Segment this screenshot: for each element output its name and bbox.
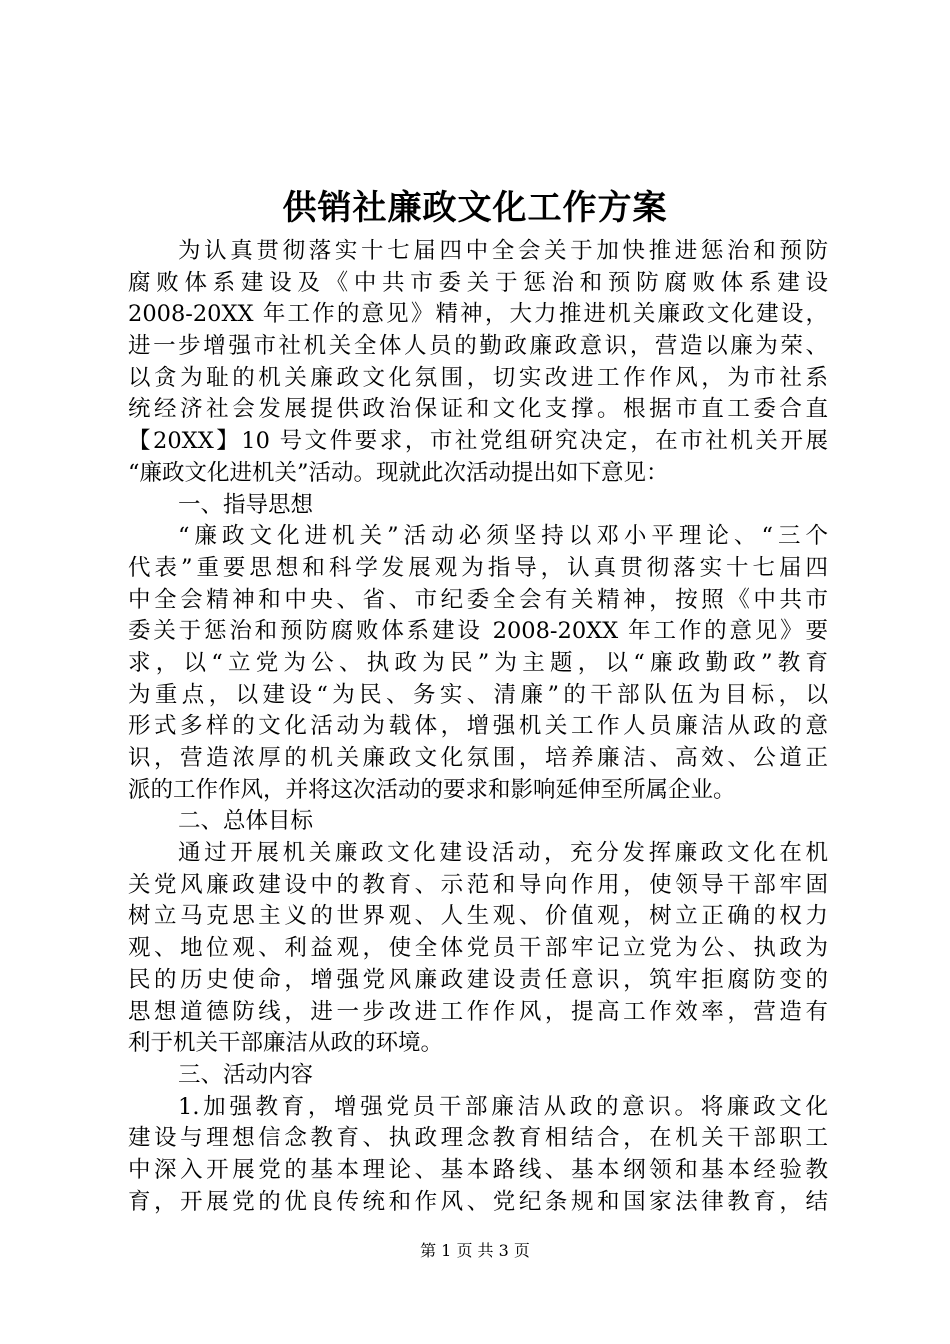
body-line: 利于机关干部廉洁从政的环境。 (128, 1030, 444, 1057)
document-title: 供销社廉政文化工作方案 (282, 188, 668, 228)
body-line: 通过开展机关廉政文化建设活动，充分发挥廉政文化在机 (178, 840, 828, 867)
body-line: 以贪为耻的机关廉政文化氛围，切实改进工作作风，为市社系 (128, 364, 828, 391)
body-line: 一、指导思想 (178, 491, 314, 518)
body-line: 思想道德防线，进一步改进工作作风，提高工作效率，营造有 (128, 998, 828, 1025)
body-line: 识，营造浓厚的机关廉政文化氛围，培养廉洁、高效、公道正 (128, 745, 828, 771)
body-line: 二、总体目标 (178, 808, 314, 835)
body-line: 中深入开展党的基本理论、基本路线、基本纲领和基本经验教 (128, 1156, 828, 1183)
body-line: 腐败体系建设及《中共市委关于惩治和预防腐败体系建设 (128, 269, 828, 296)
body-line: 【20XX】10 号文件要求，市社党组研究决定，在市社机关开展 (128, 428, 828, 455)
page-footer: 第 1 页 共 3 页 (420, 1241, 530, 1260)
document-body (128, 236, 828, 1218)
body-line: 形式多样的文化活动为载体，增强机关工作人员廉洁从政的意 (128, 713, 828, 740)
body-line: 建设与理想信念教育、执政理念教育相结合，在机关干部职工 (128, 1125, 828, 1152)
body-line: 三、活动内容 (178, 1061, 314, 1088)
body-line: 统经济社会发展提供政治保证和文化支撑。根据市直工委合直 (128, 396, 828, 423)
body-line: 中全会精神和中央、省、市纪委全会有关精神，按照《中共市 (128, 586, 828, 613)
body-line: 代表”重要思想和科学发展观为指导，认真贯彻落实十七届四 (128, 554, 828, 581)
body-line: 树立马克思主义的世界观、人生观、价值观，树立正确的权力 (128, 903, 828, 930)
body-line: 育，开展党的优良传统和作风、党纪条规和国家法律教育，结 (128, 1188, 828, 1215)
body-line: 观、地位观、利益观，使全体党员干部牢记立党为公、执政为 (128, 935, 828, 962)
body-line: “廉政文化进机关”活动。现就此次活动提出如下意见： (128, 459, 669, 486)
body-line: 派的工作作风，并将这次活动的要求和影响延伸至所属企业。 (128, 776, 736, 803)
body-line: 民的历史使命，增强党风廉政建设责任意识，筑牢拒腐防变的 (128, 966, 828, 993)
body-line: 为认真贯彻落实十七届四中全会关于加快推进惩治和预防 (178, 238, 828, 264)
body-line: “廉政文化进机关”活动必须坚持以邓小平理论、“三个 (178, 523, 828, 550)
body-line: 委关于惩治和预防腐败体系建设 2008-20XX 年工作的意见》要 (128, 618, 828, 645)
body-line: 为重点，以建设“为民、务实、清廉”的干部队伍为目标，以 (128, 681, 828, 708)
body-line: 关党风廉政建设中的教育、示范和导向作用，使领导干部牢固 (128, 871, 828, 898)
body-line: 进一步增强市社机关全体人员的勤政廉政意识，营造以廉为荣、 (128, 333, 828, 360)
body-line: 2008-20XX 年工作的意见》精神，大力推进机关廉政文化建设， (128, 301, 828, 328)
body-line: 1.加强教育，增强党员干部廉洁从政的意识。将廉政文化 (178, 1093, 828, 1120)
body-line: 求，以“立党为公、执政为民”为主题，以“廉政勤政”教育 (128, 649, 828, 676)
